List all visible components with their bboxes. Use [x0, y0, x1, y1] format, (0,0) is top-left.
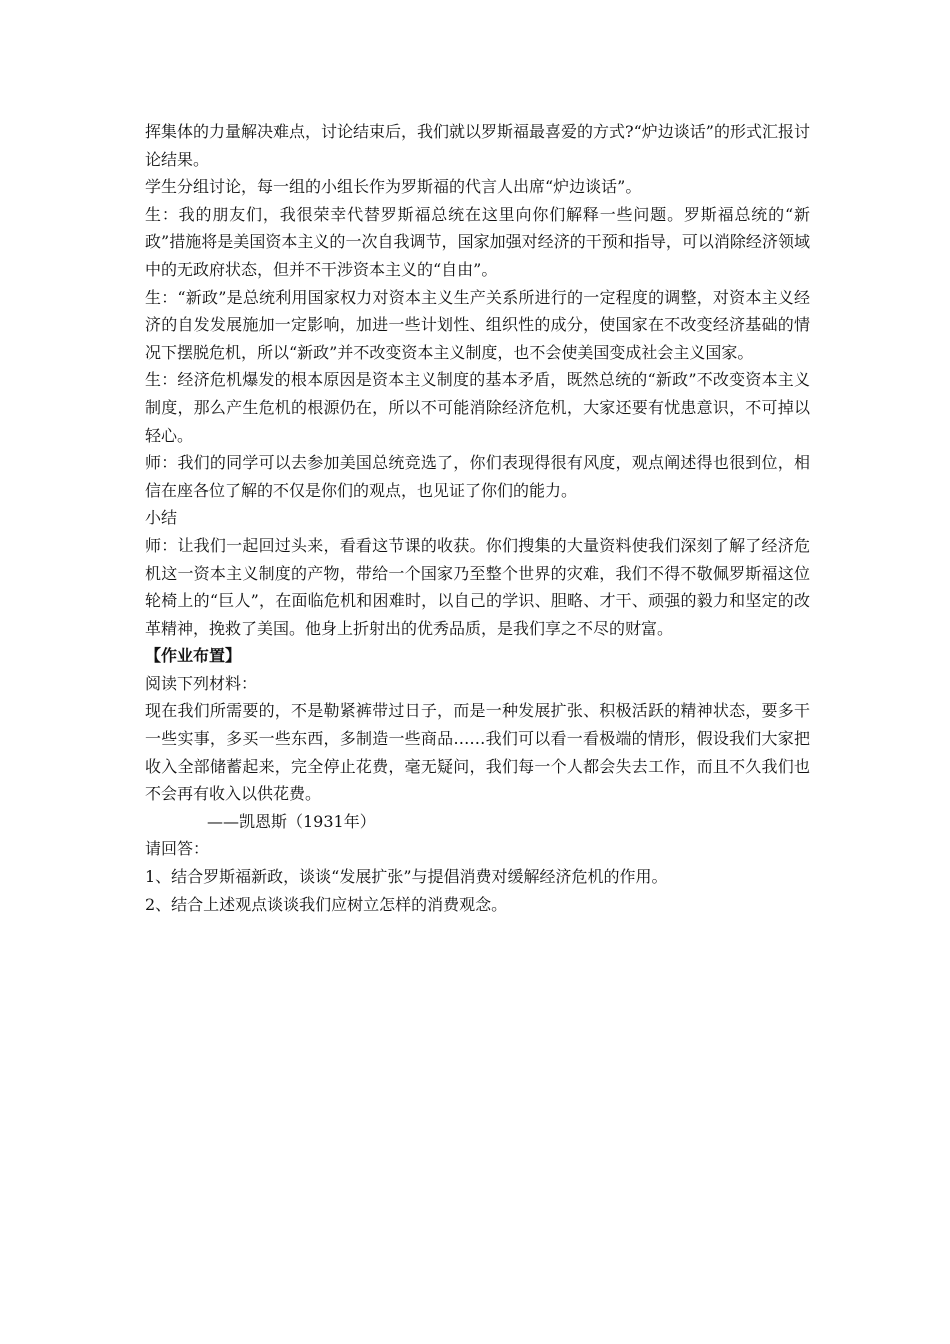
paragraph-discussion-intro: 挥集体的力量解决难点，讨论结束后，我们就以罗斯福最喜爱的方式?“炉边谈话”的形式汇报讨论结果。	[145, 122, 810, 169]
homework-heading: 【作业布置】	[145, 646, 242, 666]
paragraph-group-discussion: 学生分组讨论，每一组的小组长作为罗斯福的代言人出席“炉边谈话”。	[145, 177, 642, 197]
homework-question-1: 1、结合罗斯福新政，谈谈“发展扩张”与提倡消费对缓解经济危机的作用。	[145, 867, 668, 887]
homework-intro: 阅读下列材料：	[145, 673, 258, 693]
quote-attribution: ——凯恩斯（1931年）	[207, 811, 376, 831]
homework-quote: 现在我们所需要的，不是勒紧裤带过日子，而是一种发展扩张、积极活跃的精神状态，要多干一些实事，多买一些东西，多制造一些商品……我们可以看一看极端的情形，假设我们大家把收入全部储蓄起来，完全停止花费，毫无疑问，我们每一个人都会失去工作，而且不久我们也不会再有收入以供花费。	[145, 701, 810, 804]
paragraph-student-2: 生：“新政”是总统利用国家权力对资本主义生产关系所进行的一定程度的调整，对资本主义经济的自发发展施加一定影响，加进一些计划性、组织性的成分，使国家在不改变经济基础的情况下摆脱危机，所以“新政”并不改变资本主义制度，也不会使美国变成社会主义国家。	[145, 287, 810, 362]
homework-prompt: 请回答：	[145, 839, 210, 859]
section-summary-label: 小结	[145, 508, 178, 528]
homework-question-2: 2、结合上述观点谈谈我们应树立怎样的消费观念。	[145, 894, 508, 914]
paragraph-teacher-comment: 师：我们的同学可以去参加美国总统竞选了，你们表现得很有风度，观点阐述得也很到位，相信在座各位了解的不仅是你们的观点，也见证了你们的能力。	[145, 453, 810, 500]
document-page	[145, 118, 810, 918]
paragraph-student-3: 生：经济危机爆发的根本原因是资本主义制度的基本矛盾，既然总统的“新政”不改变资本主义制度，那么产生危机的根源仍在，所以不可能消除经济危机，大家还要有忧患意识，不可掉以轻心。	[145, 370, 810, 445]
paragraph-teacher-summary: 师：让我们一起回过头来，看看这节课的收获。你们搜集的大量资料使我们深刻了解了经济危机这一资本主义制度的产物，带给一个国家乃至整个世界的灾难，我们不得不敬佩罗斯福这位轮椅上的“巨人”，在面临危机和困难时，以自己的学识、胆略、才干、顽强的毅力和坚定的改革精神，挽救了美国。他身上折射出的优秀品质，是我们享之不尽的财富。	[145, 535, 810, 638]
paragraph-student-1: 生：我的朋友们，我很荣幸代替罗斯福总统在这里向你们解释一些问题。罗斯福总统的“新政”措施将是美国资本主义的一次自我调节，国家加强对经济的干预和指导，可以消除经济领域中的无政府状态，但并不干涉资本主义的“自由”。	[145, 204, 810, 279]
